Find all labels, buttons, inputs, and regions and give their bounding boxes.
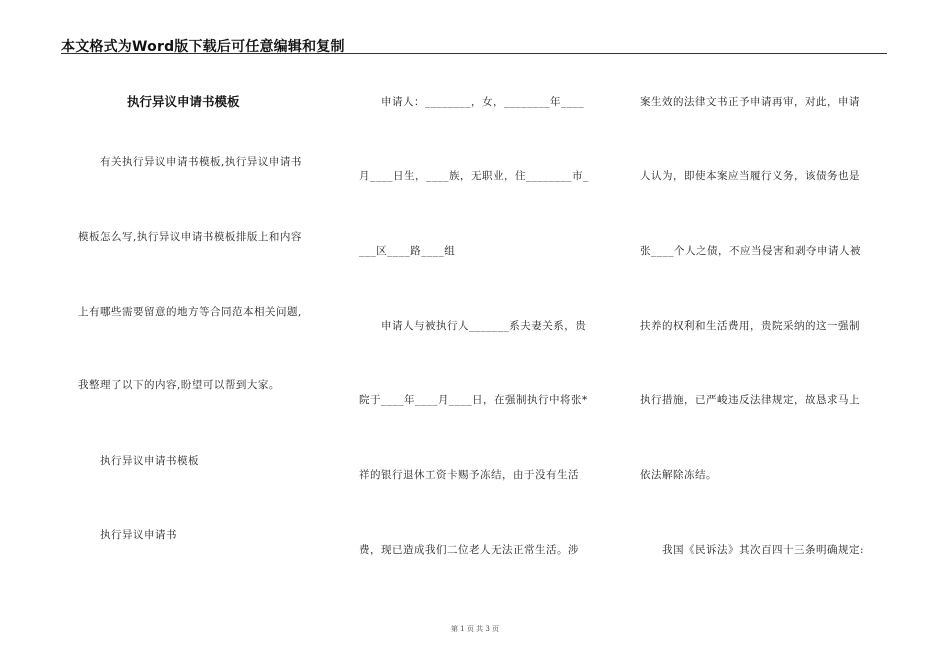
paragraph-line: 祥的银行退休工资卡赐予冻结，由于没有生活 — [359, 469, 579, 481]
page-number: 第 1 页 共 3 页 — [450, 625, 500, 633]
paragraph-line: 扶养的权利和生活费用，贵院采纳的这一强制 — [640, 320, 860, 332]
header-banner: 本文格式为Word版下载后可任意编辑和复制 — [61, 39, 345, 55]
paragraph-line: 我国《民诉法》其次百四十三条明确规定: — [662, 544, 865, 556]
paragraph-line: 模板怎么写,执行异议申请书模板排版上和内容 — [78, 231, 302, 243]
paragraph-line: 月____日生，____族，无职业，住________市_ — [359, 170, 589, 182]
paragraph-line: 费，现已造成我们二位老人无法正常生活。涉 — [359, 544, 579, 556]
document-title: 执行异议申请书模板 — [127, 94, 240, 109]
paragraph-line: 人认为，即使本案应当履行义务，该债务也是 — [640, 170, 860, 182]
paragraph-line: 申请人与被执行人_______系夫妻关系，贵 — [381, 320, 587, 332]
paragraph-line: 有关执行异议申请书模板,执行异议申请书 — [100, 156, 302, 168]
paragraph-line: 依法解除冻结。 — [640, 469, 717, 481]
paragraph-line: 申请人：________，女，________年____ — [381, 96, 584, 108]
paragraph-line: 院于____年____月____日，在强制执行中将张* — [359, 394, 588, 406]
paragraph-line: ___区____路____组 — [359, 245, 456, 257]
paragraph-line: 张____个人之债，不应当侵害和剥夺申请人被 — [640, 245, 861, 257]
section-heading: 执行异议申请书模板 — [100, 455, 199, 467]
paragraph-line: 案生效的法律文书正予申请再审，对此，申请 — [640, 96, 860, 108]
header-rule — [61, 53, 887, 54]
paragraph-line: 上有哪些需要留意的地方等合同范本相关问题, — [78, 306, 302, 318]
section-heading: 执行异议申请书 — [100, 529, 177, 541]
paragraph-line: 我整理了以下的内容,盼望可以帮到大家。 — [78, 379, 280, 391]
paragraph-line: 执行措施，已严峻违反法律规定，故恳求马上 — [640, 394, 860, 406]
